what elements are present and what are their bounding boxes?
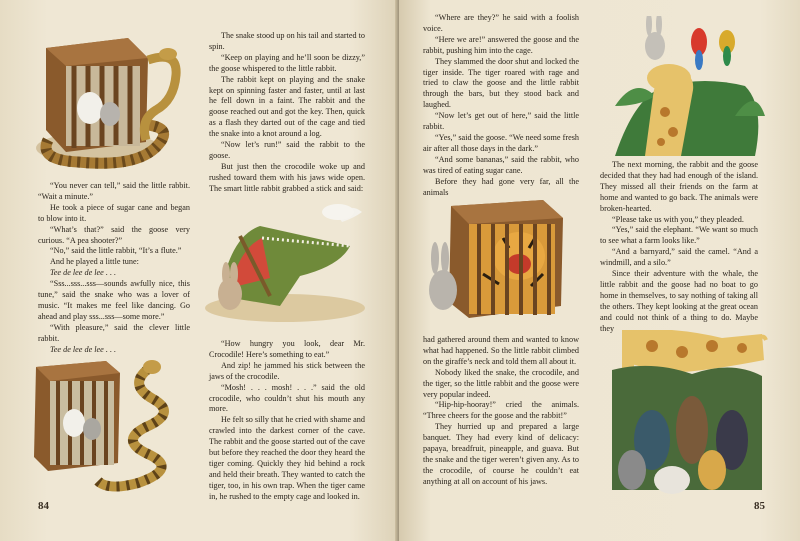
right-col2-paragraph: Since their adventure with the whale, the little rabbit and the goose had no boat to go home in themselves, to say nothing of taking all the others. They kept looking at the great ocean and could not think of a thing to do. Maybe they	[600, 269, 758, 333]
right-page	[399, 0, 800, 541]
right-column-1-bottom-text	[423, 335, 579, 488]
dancing-snake-illustration	[28, 355, 188, 495]
left-col2-top-paragraph: The rabbit kept on playing and the snake kept on spinning faster and faster, until at last he fell down in a faint. The rabbit and the goose reached out and got the key. Then, quick as a flash they darted out of the cage and tied the snake into a knot around a log.	[209, 74, 365, 139]
left-page-number: 84	[38, 500, 49, 512]
right-col1-top-paragraph: Before they had gone very far, all the animals	[423, 176, 579, 197]
crocodile-illustration	[200, 196, 370, 326]
left-col2-top-paragraph: But just then the crocodile woke up and rushed toward them with his jaws wide open. The smart little rabbit grabbed a stick and said:	[209, 161, 365, 193]
left-column-2-top-text	[209, 31, 365, 195]
left-col2-top-paragraph: “Keep on playing and he’ll soon be dizzy,” the goose whispered to the little rabbit.	[209, 52, 365, 73]
left-col1-paragraph: He took a piece of sugar cane and began to blow into it.	[38, 202, 190, 223]
tiger-cage-illustration	[423, 194, 583, 329]
snake-cage-illustration	[28, 30, 188, 170]
right-col2-paragraph: The next morning, the rabbit and the goose decided that they had had enough of the island. They missed all their friends on the farm at home and wanted to go back. The animals were broken-hearted.	[600, 160, 758, 213]
left-col2-bottom-paragraph: “How hungry you look, dear Mr. Crocodile! Here’s something to eat.”	[209, 339, 365, 359]
left-col2-top-paragraph: “Now let’s run!” said the rabbit to the goose.	[209, 140, 365, 160]
left-col2-top-paragraph: The snake stood up on his tail and started to spin.	[209, 31, 365, 51]
right-col1-top-paragraph: “Yes,” said the goose. “We need some fresh air after all those days in the dark.”	[423, 132, 579, 153]
right-col1-top-paragraph: “Here we are!” answered the goose and the rabbit, pushing him into the cage.	[423, 34, 579, 55]
right-col1-bottom-paragraph: “Hip-hip-hooray!” cried the animals. “Three cheers for the goose and the rabbit!”	[423, 400, 579, 421]
left-col1-paragraph: “Sss...sss...sss—sounds awfully nice, this tune,” said the snake who was a lover of music. “It makes me feel like dancing. Go ahead and play sss...sss—some more.”	[38, 279, 190, 321]
left-col2-bottom-paragraph: “Mosh! . . . mosh! . . .” said the old crocodile, who couldn’t shut his mouth any more.	[209, 382, 365, 414]
right-col1-top-paragraph: “Where are they?” he said with a foolish voice.	[423, 13, 579, 33]
left-col1-paragraph: “No,” said the little rabbit, “It’s a flute.”	[50, 246, 182, 256]
right-col2-paragraph: “Please take us with you,” they pleaded.	[612, 214, 744, 224]
left-col1-paragraph: Tee de lee de lee . . .	[50, 268, 117, 278]
animals-crowd-illustration	[592, 330, 772, 500]
left-page	[0, 0, 397, 541]
right-col2-paragraph: “Yes,” said the elephant. “We want so much to see what a farm looks like.”	[600, 225, 758, 246]
left-col1-paragraph: And he played a little tune:	[50, 257, 139, 267]
right-col1-top-paragraph: They slammed the door shut and locked the tiger inside. The tiger roared with rage and tried to claw the goose and the little rabbit through the bars, but they stood back and laughed.	[423, 56, 579, 110]
left-col1-paragraph: “You never can tell,” said the little rabbit. “Wait a minute.”	[38, 181, 190, 201]
giraffe-birds-illustration	[595, 16, 765, 156]
right-column-2-text	[600, 160, 758, 335]
right-page-number: 85	[754, 500, 765, 512]
left-column-1-text	[38, 181, 190, 356]
left-col2-bottom-paragraph: And zip! he jammed his stick between the jaws of the crocodile.	[209, 360, 365, 381]
right-column-1-top-text	[423, 13, 579, 198]
right-col2-paragraph: “And a barnyard,” said the camel. “And a windmill, and a silo.”	[600, 247, 758, 268]
left-col1-paragraph: “With pleasure,” said the clever little rabbit.	[38, 322, 190, 343]
right-col1-top-paragraph: “And some bananas,” said the rabbit, who was tired of eating sugar cane.	[423, 154, 579, 175]
right-col1-bottom-paragraph: had gathered around them and wanted to know what had happened. So the little rabbit climbed on the giraffe’s neck and told them all about it.	[423, 335, 579, 366]
left-column-2-bottom-text	[209, 339, 365, 503]
right-col1-bottom-paragraph: They hurried up and prepared a large banquet. They had every kind of delicacy: papaya, breadfruit, pineapple, and guava. But the snake and the tiger weren’t given any. As to the crocodile, of course he couldn’t eat anything at all on account of his jaws.	[423, 422, 579, 486]
left-col2-bottom-paragraph: He felt so silly that he cried with shame and crawled into the darkest corner of the cave. The rabbit and the goose started out of the cave but before they reached the door they heard the tiger coming. Quickly they hid behind a rock and held their breath. They wanted to catch the tiger, too, in his own trap. When the tiger came in, he rushed to the empty cage and looked in.	[209, 415, 365, 501]
right-col1-top-paragraph: “Now let’s get out of here,” said the little rabbit.	[423, 111, 579, 132]
left-col1-paragraph: Tee de lee de lee . . .	[50, 344, 117, 354]
right-col1-bottom-paragraph: Nobody liked the snake, the crocodile, and the tiger, so the little rabbit and the goose were very popular indeed.	[423, 367, 579, 399]
left-col1-paragraph: “What’s that?” said the goose very curious. “A pea shooter?”	[38, 224, 190, 245]
